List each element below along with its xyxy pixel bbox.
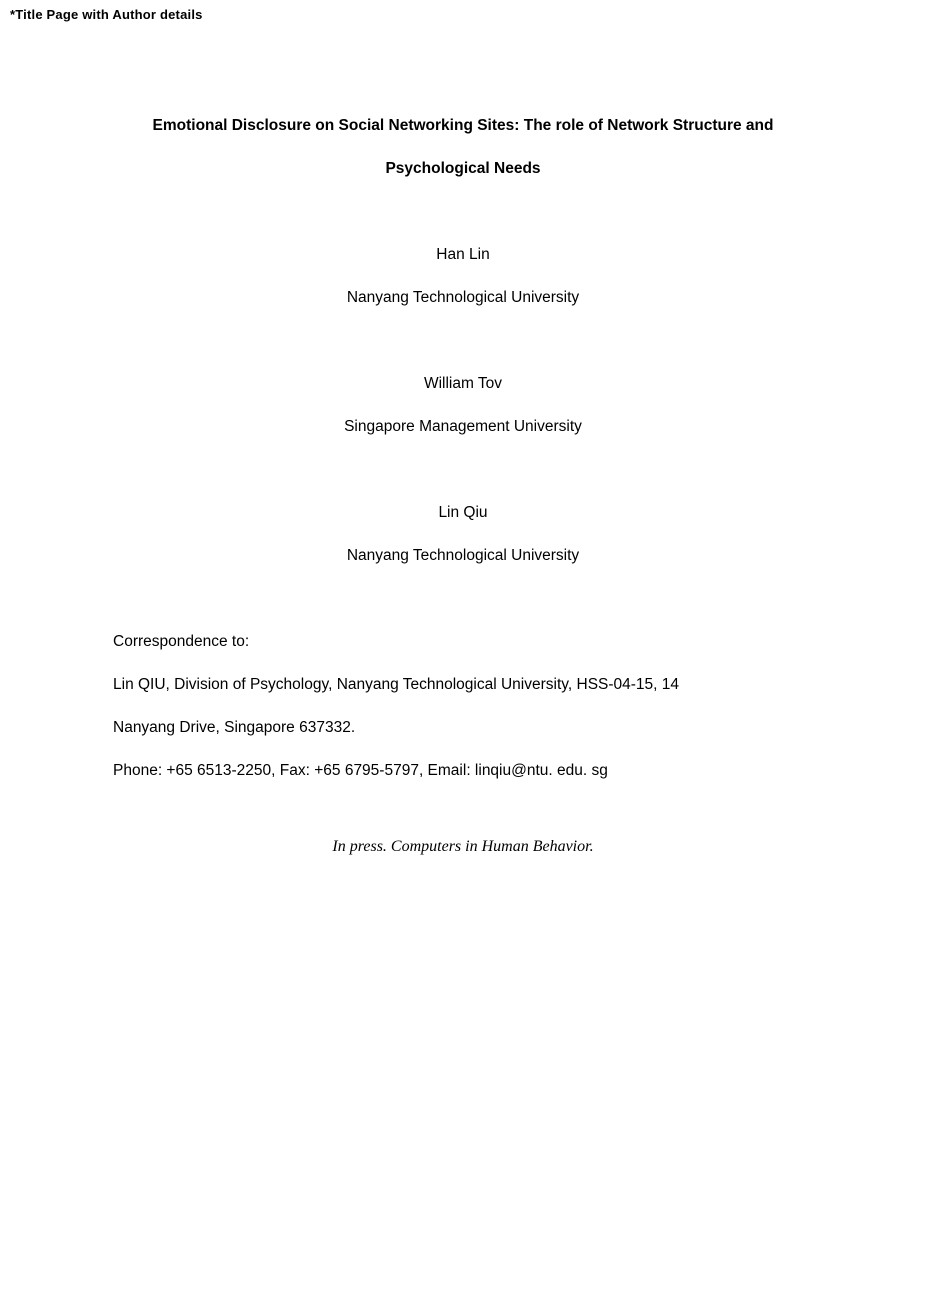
correspondence-address-line2: Nanyang Drive, Singapore 637332. <box>113 719 356 736</box>
paper-title-line2: Psychological Needs <box>385 160 541 177</box>
page-content <box>0 104 926 868</box>
author-name: Lin Qiu <box>438 504 488 521</box>
correspondence-contact-line: Phone: +65 6513-2250, Fax: +65 6795-5797, Email: linqiu@ntu. edu. sg <box>113 762 608 779</box>
paper-title <box>0 104 926 190</box>
author-block-2 <box>0 362 926 448</box>
author-name: William Tov <box>423 375 503 392</box>
correspondence-block <box>0 620 926 792</box>
in-press-note: In press. Computers in Human Behavior. <box>332 838 594 855</box>
correspondence-label: Correspondence to: <box>113 633 250 650</box>
author-affiliation: Nanyang Technological University <box>346 547 580 564</box>
correspondence-address-line1: Lin QIU, Division of Psychology, Nanyang Technological University, HSS-04-15, 14 <box>113 676 680 693</box>
author-name: Han Lin <box>436 246 490 263</box>
author-block-1 <box>0 233 926 319</box>
author-block-3 <box>0 491 926 577</box>
manuscript-type-label: *Title Page with Author details <box>10 7 203 22</box>
author-affiliation: Nanyang Technological University <box>346 289 580 306</box>
author-affiliation: Singapore Management University <box>344 418 582 435</box>
paper-title-line1: Emotional Disclosure on Social Networking Sites: The role of Network Structure and <box>152 117 774 134</box>
